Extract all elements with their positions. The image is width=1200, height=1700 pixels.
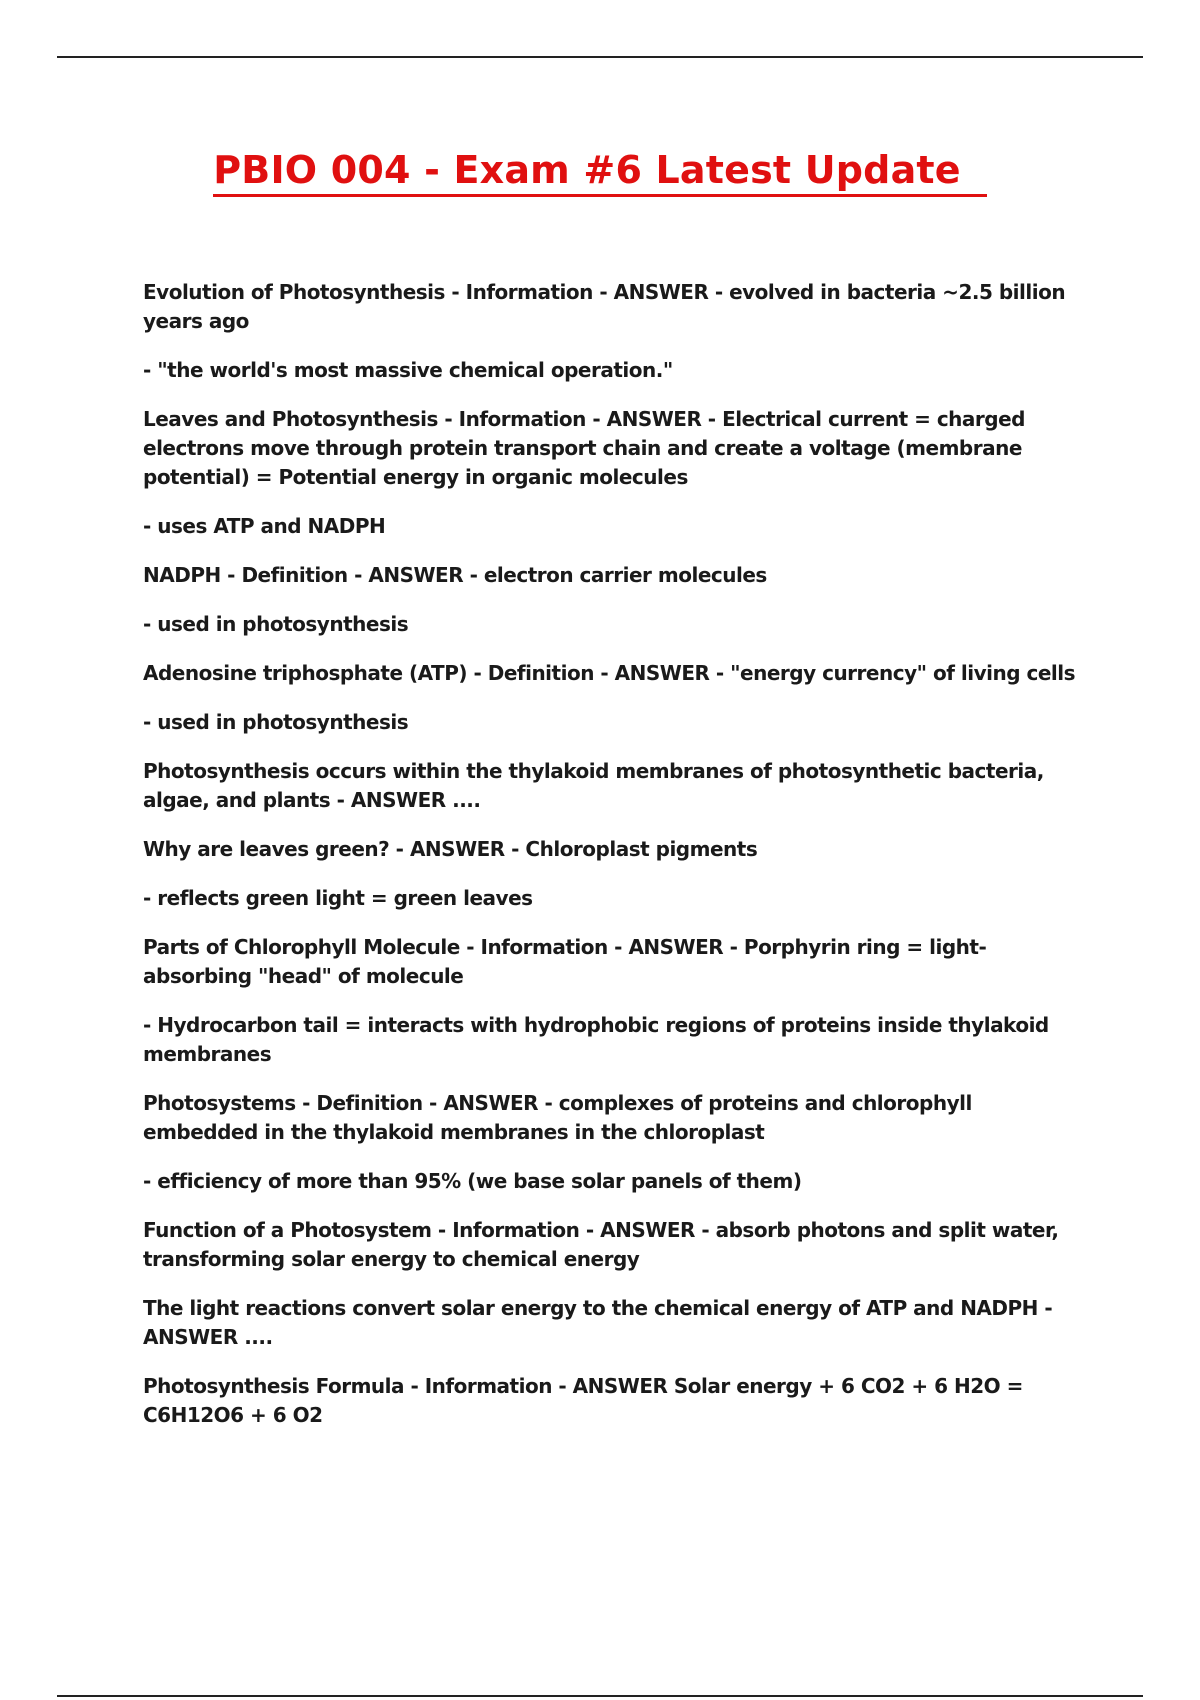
paragraph: - used in photosynthesis xyxy=(143,612,409,636)
paragraph: NADPH - Definition - ANSWER - electron carrier molecules xyxy=(143,563,767,587)
paragraph: Adenosine triphosphate (ATP) - Definition - ANSWER - "energy currency" of living cells xyxy=(143,661,1076,685)
paragraph: - "the world's most massive chemical operation." xyxy=(143,358,673,382)
footer-rule xyxy=(57,1695,1143,1697)
document-body xyxy=(143,278,1088,1450)
paragraph: Parts of Chlorophyll Molecule - Information - ANSWER - Porphyrin ring = light-absorbing "head" of molecule xyxy=(143,935,987,988)
paragraph: Evolution of Photosynthesis - Information - ANSWER - evolved in bacteria ~2.5 billion years ago xyxy=(143,280,1066,333)
paragraph: Leaves and Photosynthesis - Information - ANSWER - Electrical current = charged electrons move through protein transport chain and create a voltage (membrane potential) = Potential energy in organic molecules xyxy=(143,407,1025,489)
document-title: PBIO 004 - Exam #6 Latest Update xyxy=(213,148,987,197)
paragraph: - Hydrocarbon tail = interacts with hydrophobic regions of proteins inside thylakoid membranes xyxy=(143,1013,1049,1066)
paragraph: - efficiency of more than 95% (we base solar panels of them) xyxy=(143,1169,802,1193)
paragraph: Photosynthesis occurs within the thylakoid membranes of photosynthetic bacteria, algae, and plants - ANSWER .... xyxy=(143,759,1044,812)
paragraph: - reflects green light = green leaves xyxy=(143,886,533,910)
paragraph: - uses ATP and NADPH xyxy=(143,514,386,538)
paragraph: Function of a Photosystem - Information - ANSWER - absorb photons and split water, transforming solar energy to chemical energy xyxy=(143,1218,1059,1271)
title-container xyxy=(0,148,1200,197)
paragraph: - used in photosynthesis xyxy=(143,710,409,734)
paragraph: Photosystems - Definition - ANSWER - complexes of proteins and chlorophyll embedded in the thylakoid membranes in the chloroplast xyxy=(143,1091,972,1144)
paragraph: Photosynthesis Formula - Information - ANSWER Solar energy + 6 CO2 + 6 H2O = C6H12O6 + 6 O2 xyxy=(143,1374,1023,1427)
header-rule xyxy=(57,56,1143,58)
paragraph: Why are leaves green? - ANSWER - Chloroplast pigments xyxy=(143,837,758,861)
paragraph: The light reactions convert solar energy to the chemical energy of ATP and NADPH - ANSWER .... xyxy=(143,1296,1053,1349)
